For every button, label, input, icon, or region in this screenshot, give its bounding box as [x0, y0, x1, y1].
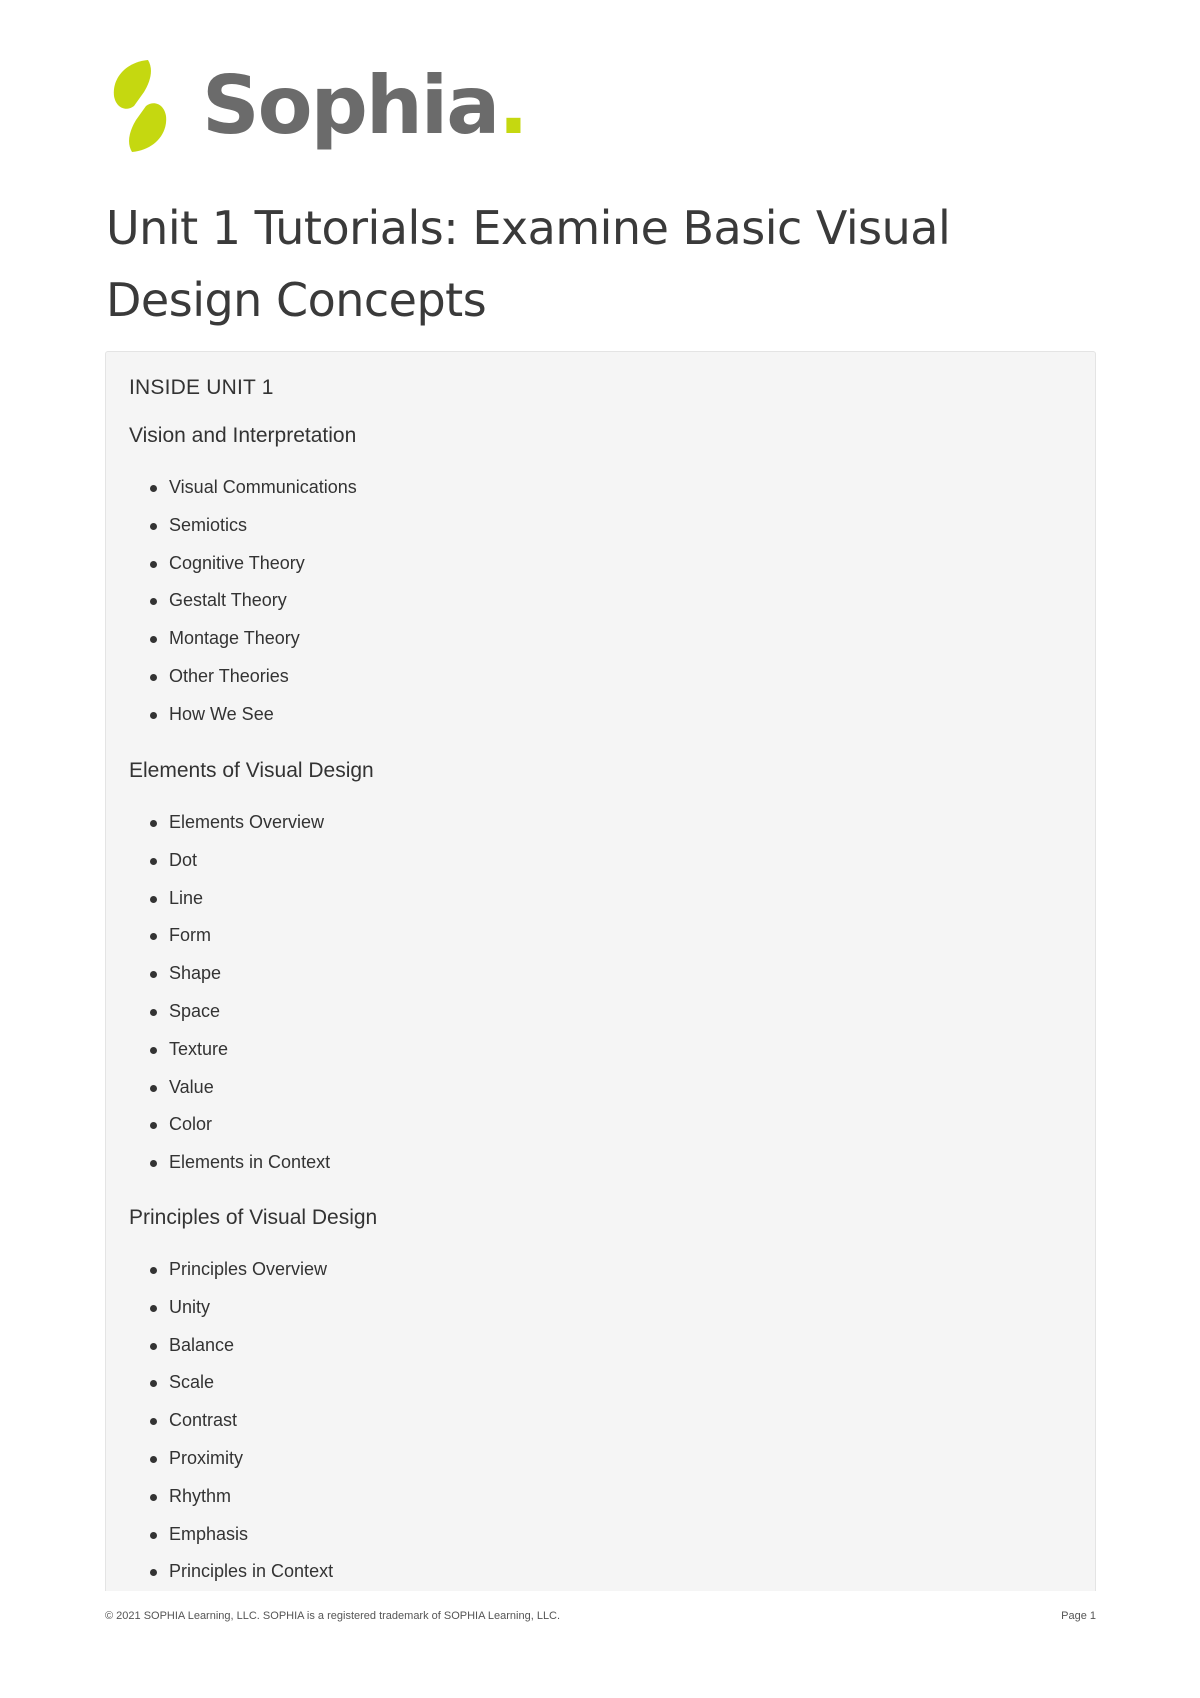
bullet-icon	[150, 674, 157, 681]
list-item[interactable]: Cognitive Theory	[106, 545, 357, 583]
list-item[interactable]: Contrast	[106, 1402, 333, 1440]
list-item[interactable]: How We See	[106, 696, 357, 734]
list-item[interactable]: Space	[106, 993, 330, 1031]
bullet-icon	[150, 858, 157, 865]
list-item[interactable]: Form	[106, 917, 330, 955]
list-item[interactable]: Visual Communications	[106, 469, 357, 507]
bullet-icon	[150, 1122, 157, 1129]
bullet-icon	[150, 712, 157, 719]
bullet-icon	[150, 1532, 157, 1539]
list-item[interactable]: Elements in Context	[106, 1144, 330, 1182]
bullet-icon	[150, 1009, 157, 1016]
list-item[interactable]: Semiotics	[106, 507, 357, 545]
sophia-s-logo-icon	[104, 56, 176, 156]
list-item[interactable]: Other Theories	[106, 658, 357, 696]
list-item[interactable]: Value	[106, 1069, 330, 1107]
section-list-principles	[106, 1251, 333, 1591]
list-item[interactable]: Principles in Context	[106, 1553, 333, 1591]
bullet-icon	[150, 561, 157, 568]
list-item[interactable]: Unity	[106, 1289, 333, 1327]
bullet-icon	[150, 1380, 157, 1387]
bullet-icon	[150, 598, 157, 605]
list-item[interactable]: Shape	[106, 955, 330, 993]
bullet-icon	[150, 1160, 157, 1167]
section-title-elements: Elements of Visual Design	[129, 759, 374, 782]
list-item[interactable]: Gestalt Theory	[106, 582, 357, 620]
logo-wordmark: Sophia.	[202, 59, 527, 152]
list-item[interactable]: Rhythm	[106, 1478, 333, 1516]
bullet-icon	[150, 1047, 157, 1054]
list-item[interactable]: Dot	[106, 842, 330, 880]
section-title-vision: Vision and Interpretation	[129, 424, 357, 447]
list-item[interactable]: Scale	[106, 1364, 333, 1402]
bullet-icon	[150, 523, 157, 530]
bullet-icon	[150, 971, 157, 978]
section-title-principles: Principles of Visual Design	[129, 1206, 378, 1229]
bullet-icon	[150, 1267, 157, 1274]
list-item[interactable]: Color	[106, 1106, 330, 1144]
list-item[interactable]: Emphasis	[106, 1516, 333, 1554]
bullet-icon	[150, 485, 157, 492]
list-item[interactable]: Elements Overview	[106, 804, 330, 842]
bullet-icon	[150, 1494, 157, 1501]
list-item[interactable]: Balance	[106, 1327, 333, 1365]
section-list-elements	[106, 804, 330, 1182]
page-number: Page 1	[1061, 1610, 1096, 1622]
list-item[interactable]: Line	[106, 880, 330, 918]
bullet-icon	[150, 933, 157, 940]
list-item[interactable]: Proximity	[106, 1440, 333, 1478]
bullet-icon	[150, 1305, 157, 1312]
bullet-icon	[150, 1569, 157, 1576]
bullet-icon	[150, 636, 157, 643]
bullet-icon	[150, 1085, 157, 1092]
list-item[interactable]: Principles Overview	[106, 1251, 333, 1289]
bullet-icon	[150, 1418, 157, 1425]
unit-contents-panel	[105, 351, 1096, 1591]
list-item[interactable]: Montage Theory	[106, 620, 357, 658]
list-item[interactable]: Texture	[106, 1031, 330, 1069]
bullet-icon	[150, 820, 157, 827]
bullet-icon	[150, 1343, 157, 1350]
page-footer	[105, 1610, 1096, 1622]
inside-unit-heading: INSIDE UNIT 1	[129, 376, 274, 399]
page-title: Unit 1 Tutorials: Examine Basic Visual Design Concepts	[106, 201, 951, 327]
section-list-vision	[106, 469, 357, 734]
bullet-icon	[150, 1456, 157, 1463]
bullet-icon	[150, 896, 157, 903]
sophia-logo	[104, 54, 527, 158]
copyright-text: © 2021 SOPHIA Learning, LLC. SOPHIA is a registered trademark of SOPHIA Learning, LLC.	[105, 1610, 561, 1622]
